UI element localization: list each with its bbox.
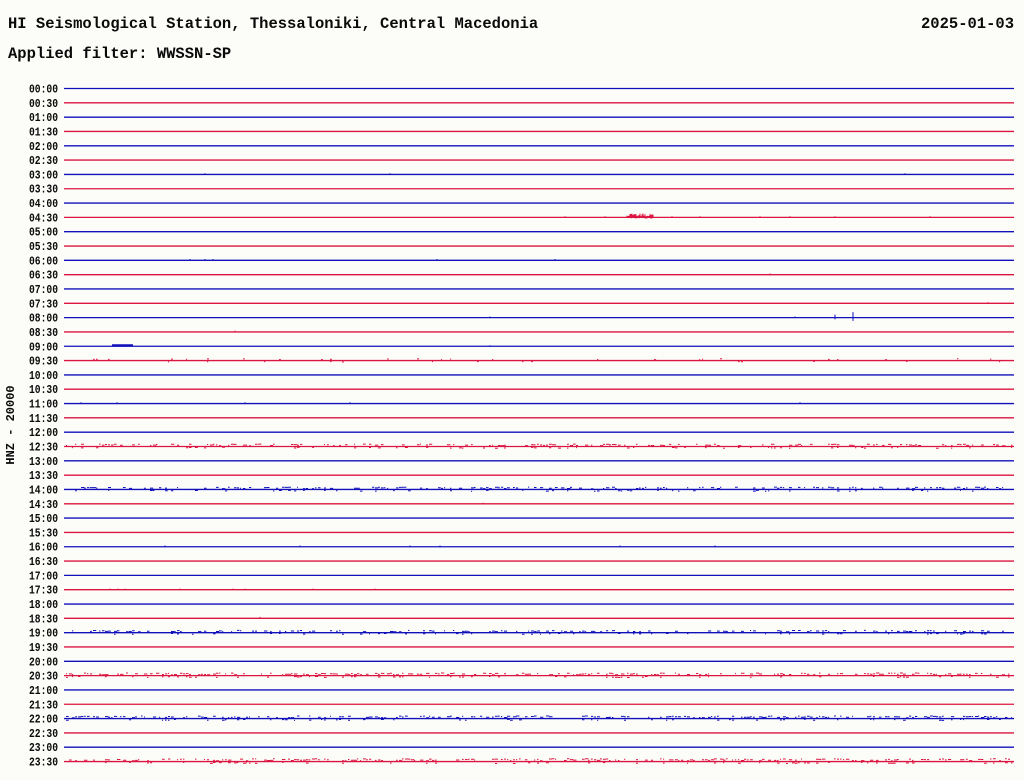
trace-time-label: 22:00 xyxy=(29,713,59,727)
trace-row xyxy=(29,742,1014,755)
trace-time-label: 14:00 xyxy=(29,484,59,498)
trace-time-label: 17:00 xyxy=(29,570,59,584)
trace-time-label: 03:30 xyxy=(29,183,59,197)
trace-time-label: 00:00 xyxy=(29,83,59,97)
applied-filter-label: Applied filter: WWSSN-SP xyxy=(8,45,232,63)
trace-row xyxy=(29,399,1014,412)
trace-time-label: 05:30 xyxy=(29,241,59,254)
station-title: HI Seismological Station, Thessaloniki, Central Macedonia xyxy=(8,15,539,33)
trace-row xyxy=(29,542,1014,555)
trace-row xyxy=(29,270,1014,283)
trace-row xyxy=(29,599,1014,612)
trace-time-label: 12:30 xyxy=(29,441,59,455)
trace-row xyxy=(29,255,1014,268)
trace-time-label: 11:30 xyxy=(29,412,59,426)
trace-row xyxy=(29,427,1014,440)
trace-time-label: 20:00 xyxy=(29,656,59,670)
trace-row xyxy=(29,656,1014,669)
trace-row xyxy=(29,642,1014,655)
trace-time-label: 04:00 xyxy=(29,198,59,212)
trace-row xyxy=(29,184,1014,197)
trace-row xyxy=(29,384,1014,397)
trace-time-label: 12:00 xyxy=(29,427,59,441)
trace-row xyxy=(29,685,1014,698)
trace-row xyxy=(29,356,1014,369)
trace-row xyxy=(29,527,1014,540)
trace-time-label: 16:00 xyxy=(29,541,59,555)
trace-time-label: 09:30 xyxy=(29,355,59,369)
trace-time-label: 15:00 xyxy=(29,513,59,527)
trace-row xyxy=(29,127,1014,140)
trace-row xyxy=(29,141,1014,154)
trace-row xyxy=(29,169,1014,182)
trace-row xyxy=(29,98,1014,111)
trace-row xyxy=(29,198,1014,211)
trace-row xyxy=(29,485,1014,498)
trace-time-label: 18:30 xyxy=(29,613,59,627)
trace-time-label: 22:30 xyxy=(29,727,59,741)
trace-row xyxy=(29,699,1014,712)
y-axis-channel-label: HNZ - 20000 xyxy=(4,385,18,465)
trace-time-label: 23:00 xyxy=(29,742,59,756)
trace-row xyxy=(29,613,1014,626)
trace-time-label: 04:30 xyxy=(29,212,59,226)
trace-time-label: 07:00 xyxy=(29,284,59,297)
trace-row xyxy=(29,499,1014,512)
trace-row xyxy=(29,241,1014,254)
trace-time-label: 06:00 xyxy=(29,255,59,269)
trace-time-label: 07:30 xyxy=(29,298,59,312)
trace-row xyxy=(29,470,1014,483)
trace-row xyxy=(29,556,1014,569)
trace-time-label: 20:30 xyxy=(29,670,59,684)
trace-row xyxy=(29,585,1014,598)
trace-time-label: 09:00 xyxy=(29,341,59,355)
trace-time-label: 23:30 xyxy=(29,756,59,770)
trace-time-label: 01:30 xyxy=(29,126,59,140)
trace-row xyxy=(29,570,1014,583)
trace-row xyxy=(29,456,1014,469)
trace-time-label: 08:30 xyxy=(29,326,59,340)
trace-row xyxy=(29,671,1014,684)
trace-time-label: 06:30 xyxy=(29,269,59,283)
trace-time-label: 17:30 xyxy=(29,584,59,598)
trace-time-label: 13:00 xyxy=(29,455,59,469)
trace-time-label: 18:00 xyxy=(29,599,59,612)
trace-row xyxy=(29,728,1014,741)
trace-row xyxy=(29,757,1014,770)
trace-row xyxy=(29,284,1014,297)
trace-row xyxy=(29,227,1014,240)
trace-time-label: 21:30 xyxy=(29,699,59,713)
trace-time-label: 03:00 xyxy=(29,169,59,183)
trace-activity xyxy=(490,312,853,321)
trace-row xyxy=(29,442,1014,455)
trace-row xyxy=(29,714,1014,727)
trace-time-label: 14:30 xyxy=(29,498,59,512)
trace-row xyxy=(29,628,1014,641)
trace-time-label: 10:00 xyxy=(29,369,59,383)
trace-row xyxy=(29,155,1014,168)
trace-row xyxy=(29,370,1014,383)
trace-time-label: 19:30 xyxy=(29,642,59,655)
trace-time-label: 16:30 xyxy=(29,556,59,570)
trace-time-label: 08:00 xyxy=(29,312,59,326)
trace-time-label: 19:00 xyxy=(29,627,59,641)
trace-row xyxy=(29,312,1014,326)
trace-time-label: 15:30 xyxy=(29,527,59,541)
trace-time-label: 11:00 xyxy=(29,398,59,412)
trace-row xyxy=(29,112,1014,125)
trace-time-label: 13:30 xyxy=(29,470,59,484)
trace-time-label: 05:00 xyxy=(29,226,59,240)
trace-time-label: 10:30 xyxy=(29,384,59,398)
trace-time-label: 00:30 xyxy=(29,97,59,111)
trace-time-label: 21:00 xyxy=(29,684,59,698)
trace-row xyxy=(29,84,1014,97)
trace-row xyxy=(29,341,1014,354)
trace-row xyxy=(29,327,1014,340)
trace-time-label: 02:00 xyxy=(29,140,59,154)
date-label: 2025-01-03 xyxy=(920,15,1014,33)
trace-time-label: 02:30 xyxy=(29,155,59,169)
trace-row xyxy=(29,513,1014,526)
trace-row xyxy=(29,212,1014,225)
trace-time-label: 01:00 xyxy=(29,112,59,126)
trace-row xyxy=(29,413,1014,426)
trace-row xyxy=(29,298,1014,311)
